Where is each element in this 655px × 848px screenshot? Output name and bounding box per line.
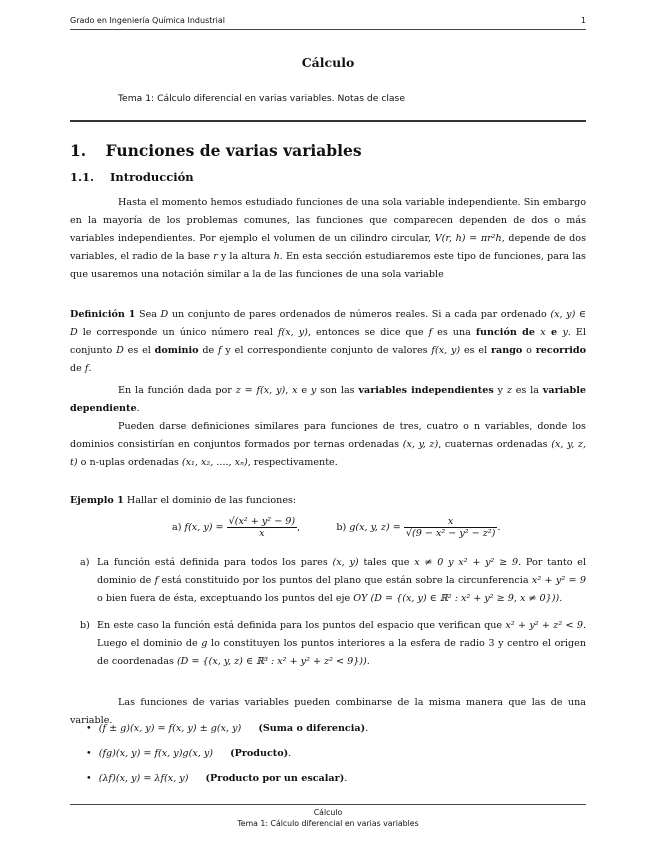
math: f <box>428 327 433 338</box>
text: o bien fuera de ésta, exceptuando los puntos del eje <box>97 593 354 604</box>
header-title: Grado en Ingeniería Química Industrial <box>70 16 226 25</box>
text: . El conjunto <box>70 327 587 356</box>
math: (x, y, z, t) <box>70 439 586 468</box>
text: está constituido por los puntos del plano que están sobre la circunferencia <box>158 575 532 586</box>
text: e <box>297 385 311 396</box>
denominator: √(9 − x² − y² − z²) <box>405 528 496 539</box>
end: . <box>288 748 292 759</box>
text: o n-uplas ordenadas <box>77 457 182 468</box>
math: V(r, h) = πr²h <box>434 233 502 244</box>
page-number: 1 <box>580 16 586 25</box>
bullet-label: (Producto por un escalar) <box>205 773 345 784</box>
bold-term: rango <box>490 345 523 356</box>
text: Sea <box>135 309 161 320</box>
math: h <box>273 251 280 262</box>
subsection-title: Introducción <box>110 170 194 184</box>
math: (D = {(x, y, z) ∈ ℝ³ : x² + y² + z² < 9})) <box>176 656 367 667</box>
math: (x, y) <box>332 557 359 568</box>
text: . Por tanto el dominio de <box>97 557 587 586</box>
end: . <box>365 723 369 734</box>
example-1 <box>70 492 586 510</box>
math: (x₁, x₂, ...., xₙ) <box>181 457 248 468</box>
text: o <box>522 345 536 356</box>
footer-line-1: Cálculo <box>313 808 343 817</box>
text: , cuaternas ordenadas <box>438 439 552 450</box>
footer-rule <box>70 804 586 805</box>
text: En este caso la función está definida para los puntos del espacio que verifican que <box>97 620 506 631</box>
section-number: 1. <box>70 141 87 160</box>
text: . En esta sección estudiaremos este tipo de funciones, para las que usaremos una notación similar a la de las funciones de una sola variable <box>70 251 586 280</box>
math: x² + y² + z² < 9 <box>505 620 583 631</box>
n-variables-paragraph <box>70 418 586 472</box>
bullet-marker: • <box>86 773 92 784</box>
bullet-label: (Producto) <box>230 748 289 759</box>
text: de <box>70 363 85 374</box>
answer-a <box>80 554 586 608</box>
math: g <box>201 638 208 649</box>
text: Hallar el dominio de las funciones: <box>123 495 297 506</box>
text: son las <box>316 385 359 396</box>
list-marker: a) <box>80 557 90 568</box>
text: es la <box>511 385 543 396</box>
variables-paragraph <box>70 382 586 418</box>
text: . <box>136 403 140 414</box>
text: es el <box>460 345 491 356</box>
bold-term: función de <box>475 327 541 338</box>
header-rule <box>70 29 586 30</box>
title-rule <box>70 120 586 122</box>
text: lo constituyen los puntos interiores a la esfera de radio 3 y centro el origen de coordenadas <box>97 638 586 667</box>
bold-term: recorrido <box>535 345 587 356</box>
text: . Luego el dominio de <box>97 620 586 649</box>
math: (fg)(x, y) = f(x, y)g(x, y) <box>98 748 213 759</box>
math: r <box>213 251 218 262</box>
running-header <box>70 16 586 25</box>
numerator: √(x² + y² − 9) <box>228 516 296 527</box>
math: D <box>116 345 124 356</box>
text: le corresponde un único número real <box>77 327 278 338</box>
section-heading <box>70 141 362 160</box>
math: f(x, y) = <box>184 522 227 533</box>
math: OY <box>353 593 368 604</box>
text: es una <box>432 327 476 338</box>
separator: , <box>297 522 301 533</box>
math: x ≠ 0 y x² + y² ≥ 9 <box>414 557 519 568</box>
math: x² + y² = 9 <box>531 575 586 586</box>
numerator: x <box>404 516 498 528</box>
document-subtitle: Tema 1: Cálculo diferencial en varias variables. Notas de clase <box>118 93 405 104</box>
text: , <box>285 385 293 396</box>
math: f <box>218 345 222 356</box>
example-label: Ejemplo 1 <box>70 495 124 506</box>
text: tales que <box>358 557 415 568</box>
item-b: b) <box>336 522 350 533</box>
text: En la función dada por <box>118 385 236 396</box>
math: g(x, y, z) = <box>349 522 404 533</box>
math: x <box>292 385 298 396</box>
math: z <box>506 385 512 396</box>
text: , depende de dos variables, el radio de la base <box>70 233 587 262</box>
text: . <box>88 363 92 374</box>
end: . <box>497 522 501 533</box>
text: Pueden darse definiciones similares para funciones de tres, cuatro o n variables, donde los dominios consistirían en conjuntos formados por ternas ordenadas <box>70 421 586 450</box>
text: y la altura <box>217 251 274 262</box>
math: (x, y, z) <box>402 439 439 450</box>
intro-paragraph <box>70 194 586 284</box>
bullet-marker: • <box>86 748 92 759</box>
definition-1 <box>70 306 586 378</box>
fraction-b <box>404 516 501 539</box>
math: (x, y) ∈ D <box>70 309 586 338</box>
example-formulas <box>172 516 500 539</box>
bold-term: dominio <box>154 345 199 356</box>
math: f <box>84 363 89 374</box>
math: (D = {(x, y) ∈ ℝ² : x² + y² ≥ 9, x ≠ 0})) <box>370 593 560 604</box>
bullet-label: (Suma o diferencia) <box>258 723 366 734</box>
text: , entonces se dice que <box>307 327 429 338</box>
math: f(x, y) <box>277 327 308 338</box>
item-a: a) <box>172 522 185 533</box>
definition-label: Definición 1 <box>70 309 136 320</box>
document-title: Cálculo <box>301 55 355 70</box>
bullet-sum <box>86 721 368 737</box>
bullet-product <box>86 746 291 762</box>
end: . <box>344 773 348 784</box>
math: (f ± g)(x, y) = f(x, y) ± g(x, y) <box>98 723 242 734</box>
bullet-scalar <box>86 771 347 787</box>
text: y <box>493 385 507 396</box>
fraction-a <box>227 516 301 539</box>
text: de <box>198 345 219 356</box>
bold-term: variable dependiente <box>70 385 586 414</box>
bold-term: variables independientes <box>358 385 494 396</box>
math: y <box>310 385 317 396</box>
text: es el <box>123 345 155 356</box>
math: z = f(x, y) <box>235 385 286 396</box>
math: D <box>160 309 169 320</box>
text: un conjunto de pares ordenados de números reales. Si a cada par ordenado <box>168 309 551 320</box>
text: Hasta el momento hemos estudiado funciones de una sola variable independiente. Sin embargo en la mayoría de los problemas comunes, las funciones que comparecen dependen de dos o más variables independientes. Por ejemplo el volumen de un cilindro circular, <box>70 197 586 244</box>
denominator: x <box>259 528 265 539</box>
math: x <box>540 327 546 338</box>
math: f <box>154 575 159 586</box>
subsection-number: 1.1. <box>70 170 95 184</box>
math: (λf)(x, y) = λf(x, y) <box>98 773 189 784</box>
bold-term: e <box>545 327 563 338</box>
combine-paragraph: Las funciones de varias variables pueden combinarse de la misma manera que las de una variable. <box>70 697 586 726</box>
footer-line-2: Tema 1: Cálculo diferencial en varias variables <box>237 819 419 828</box>
answer-b <box>80 617 586 671</box>
text: . <box>559 593 563 604</box>
bullet-marker: • <box>86 723 92 734</box>
subsection-heading <box>70 170 194 184</box>
list-marker: b) <box>80 620 90 631</box>
section-title: Funciones de varias variables <box>105 141 362 160</box>
text: , respectivamente. <box>247 457 338 468</box>
text: La función está definida para todos los pares <box>97 557 333 568</box>
text: y el correspondiente conjunto de valores <box>221 345 432 356</box>
text: . <box>366 656 370 667</box>
math: f(x, y) <box>431 345 461 356</box>
math: y <box>562 327 568 338</box>
